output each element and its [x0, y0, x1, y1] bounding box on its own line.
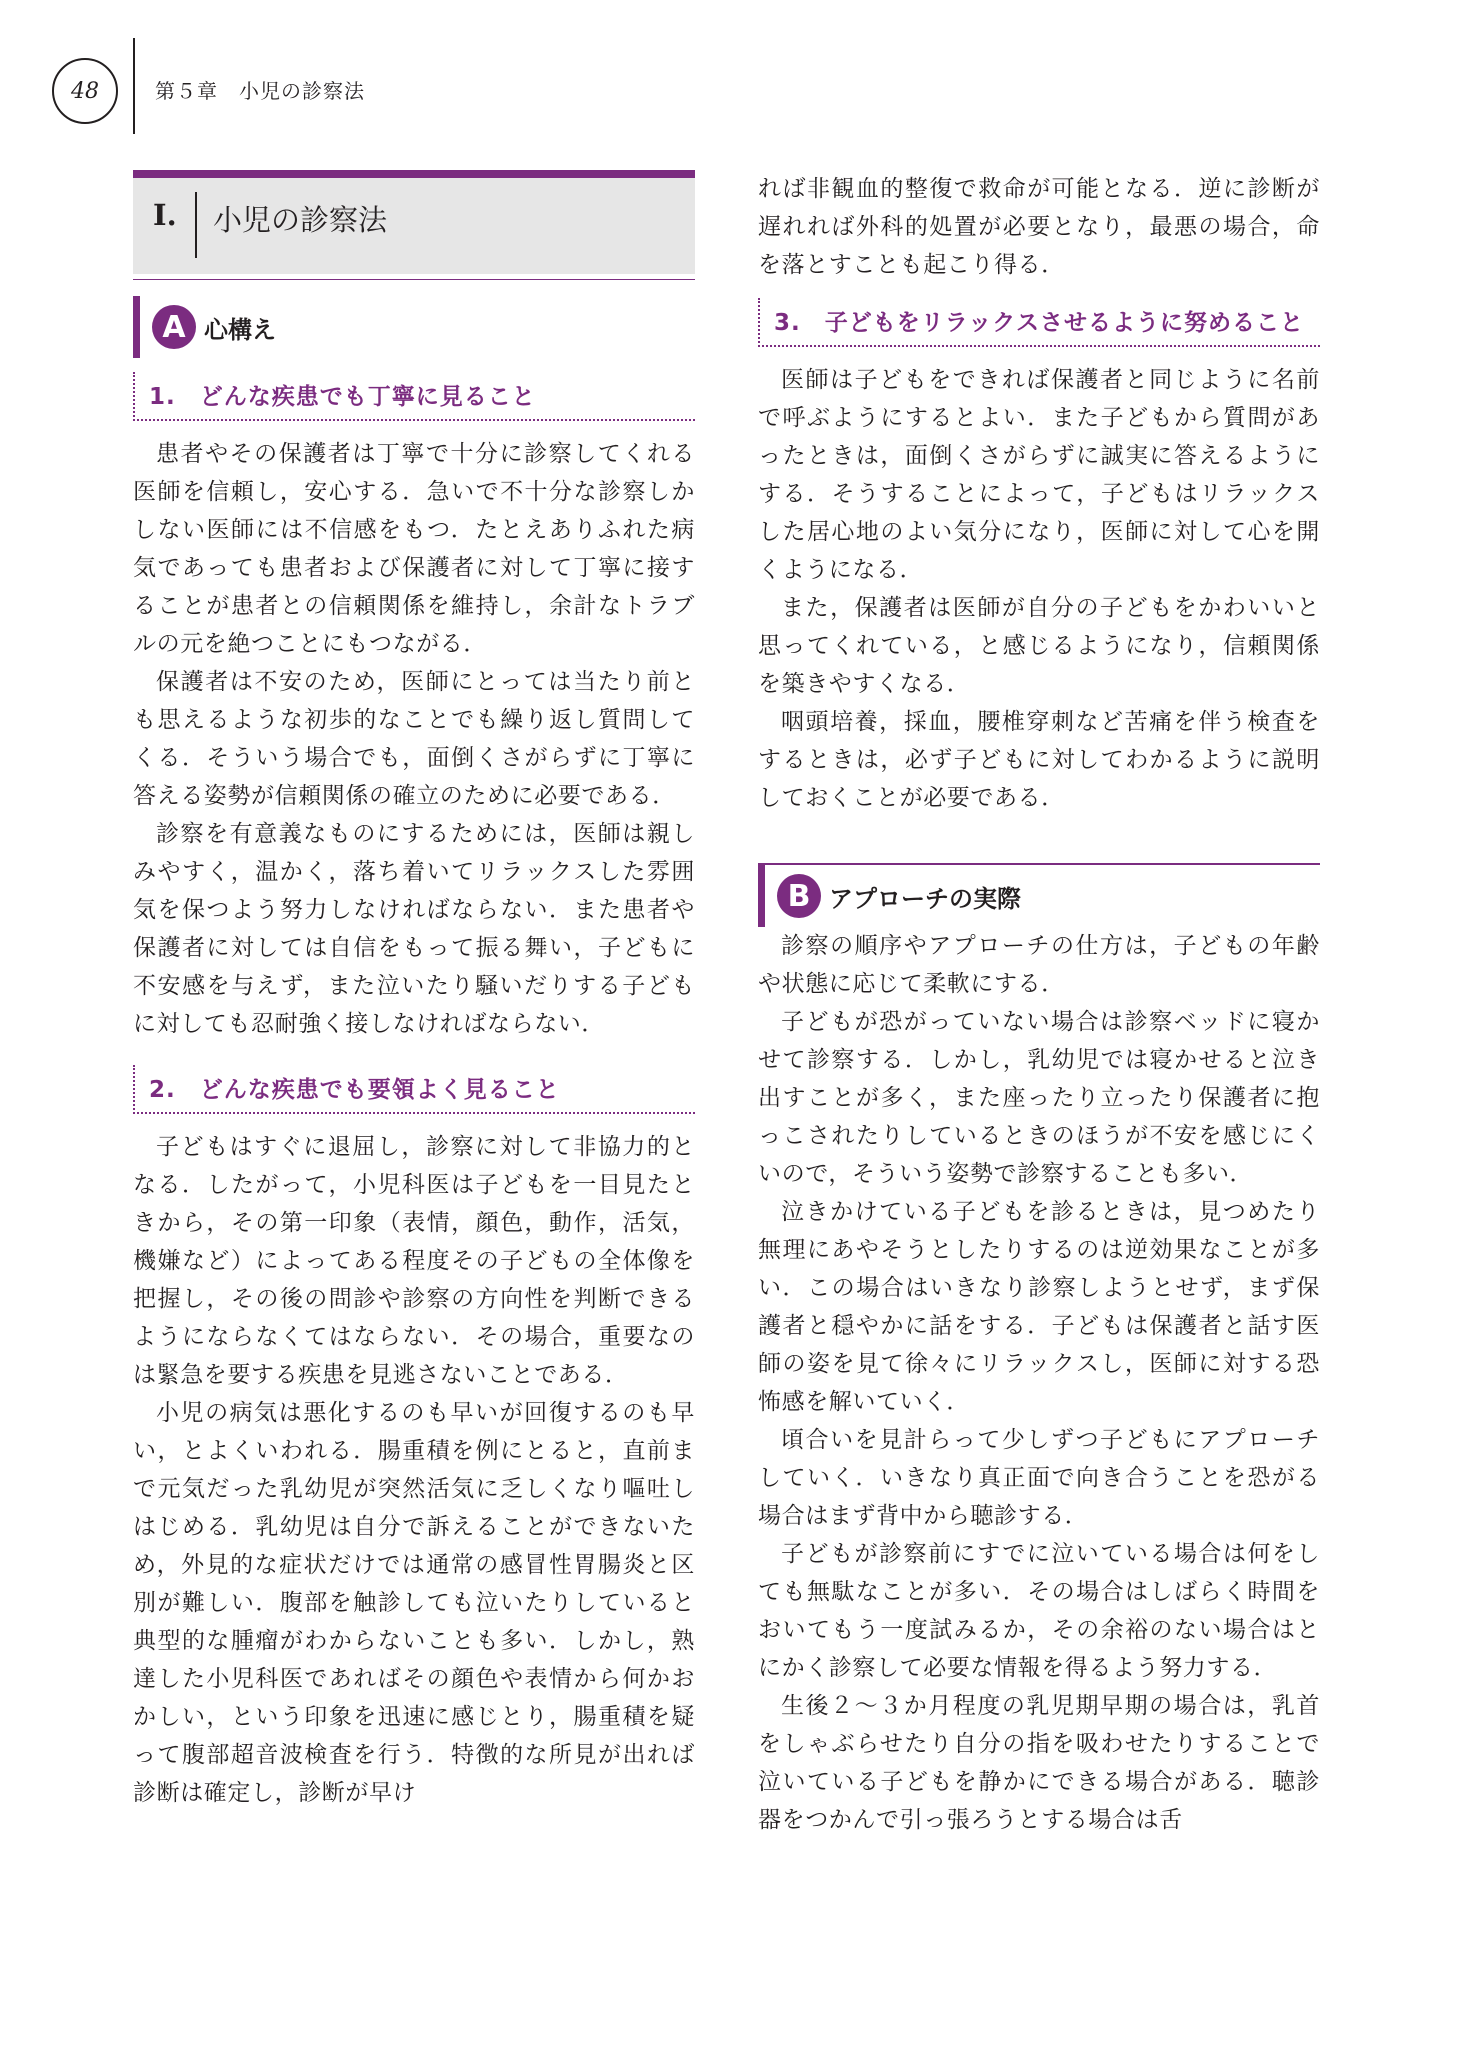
- section-b-title: アプローチの実際: [829, 884, 1021, 913]
- paragraph: 保護者は不安のため，医師にとっては当たり前とも思えるような初歩的なことでも繰り返し質問してくる．そういう場合でも，面倒くさがらずに丁寧に答える姿勢が信頼関係の確立のために必要である．: [133, 669, 695, 809]
- paragraph: 診察の順序やアプローチの仕方は，子どもの年齢や状態に応じて柔軟にする．: [758, 933, 1320, 997]
- chapter-title: 小児の診察法: [213, 203, 388, 237]
- chapter-number: I.: [153, 198, 177, 232]
- paragraph: 子どもが診察前にすでに泣いている場合は何をしても無駄なことが多い．その場合はしばらく時間をおいてもう一度試みるか，その余裕のない場合はとにかく診察して必要な情報を得るよう努力する．: [758, 1541, 1320, 1681]
- header-divider: [133, 38, 135, 134]
- subsection-2-heading: 2. どんな疾患でも要領よく見ること: [133, 1065, 695, 1114]
- section-a-heading: [133, 296, 695, 358]
- paragraph: 生後２〜３か月程度の乳児期早期の場合は，乳首をしゃぶらせたり自分の指を吸わせたりすることで泣いている子どもを静かにできる場合がある．聴診器をつかんで引っ張ろうとする場合は舌: [758, 1693, 1320, 1833]
- paragraph: 小児の病気は悪化するのも早いが回復するのも早い，とよくいわれる．腸重積を例にとると，直前まで元気だった乳幼児が突然活気に乏しくなり嘔吐しはじめる．乳幼児は自分で訴えることができないため，外見的な症状だけでは通常の感冒性胃腸炎と区別が難しい．腹部を触診しても泣いたりしていると典型的な腫瘤がわからないことも多い．しかし，熟達した小児科医であればその顔色や表情から何かおかしい，という印象を迅速に感じとり，腸重積を疑って腹部超音波検査を行う．特徴的な所見が出れば診断は確定し，診断が早け: [133, 1400, 695, 1806]
- chapter-divider: [195, 192, 197, 258]
- paragraph: 診察を有意義なものにするためには，医師は親しみやすく，温かく，落ち着いてリラックスした雰囲気を保つよう努力しなければならない．また患者や保護者に対しては自信をもって振る舞い，子どもに不安感を与えず，また泣いたり騒いだりする子どもに対しても忍耐強く接しなければならない．: [133, 821, 695, 1037]
- section-b-badge: B: [777, 874, 821, 918]
- paragraph: また，保護者は医師が自分の子どもをかわいいと思ってくれている，と感じるようになり，信頼関係を築きやすくなる．: [758, 595, 1320, 697]
- continued-paragraph: れば非観血的整復で救命が可能となる．逆に診断が遅れれば外科的処置が必要となり，最悪の場合，命を落とすことも起こり得る．: [758, 176, 1320, 278]
- paragraph: 子どもはすぐに退屈し，診察に対して非協力的となる．したがって，小児科医は子どもを一目見たときから，その第一印象（表情，顔色，動作，活気，機嫌など）によってある程度その子どもの全体像を把握し，その後の問診や診察の方向性を判断できるようにならなくてはならない．その場合，重要なのは緊急を要する疾患を見逃さないことである．: [133, 1134, 695, 1388]
- paragraph: 医師は子どもをできれば保護者と同じように名前で呼ぶようにするとよい．また子どもから質問があったときは，面倒くさがらずに誠実に答えるようにする．そうすることによって，子どもはリラックスした居心地のよい気分になり，医師に対して心を開くようになる．: [758, 367, 1320, 583]
- section-b-heading: [758, 863, 1320, 927]
- subsection-3-heading: 3. 子どもをリラックスさせるように努めること: [758, 298, 1320, 347]
- section-a-badge: A: [152, 305, 196, 349]
- running-head: 第５章 小児の診察法: [155, 79, 365, 103]
- left-column: [133, 170, 695, 1812]
- subsection-1-heading: 1. どんな疾患でも丁寧に見ること: [133, 372, 695, 421]
- paragraph: 子どもが恐がっていない場合は診察ベッドに寝かせて診察する．しかし，乳幼児では寝かせると泣き出すことが多く，また座ったり立ったり保護者に抱っこされたりしているときのほうが不安を感じにくいので，そういう姿勢で診察することも多い．: [758, 1009, 1320, 1187]
- paragraph: 泣きかけている子どもを診るときは，見つめたり無理にあやそうとしたりするのは逆効果なことが多い．この場合はいきなり診察しようとせず，まず保護者と穏やかに話をする．子どもは保護者と話す医師の姿を見て徐々にリラックスし，医師に対する恐怖感を解いていく．: [758, 1199, 1320, 1415]
- paragraph: 頃合いを見計らって少しずつ子どもにアプローチしていく．いきなり真正面で向き合うことを恐がる場合はまず背中から聴診する．: [758, 1427, 1320, 1529]
- paragraph: 咽頭培養，採血，腰椎穿刺など苦痛を伴う検査をするときは，必ず子どもに対してわかるように説明しておくことが必要である．: [758, 709, 1320, 811]
- right-column: [758, 170, 1320, 1839]
- section-a-title: 心構え: [204, 315, 276, 344]
- page-number: 48: [52, 58, 118, 124]
- paragraph: 患者やその保護者は丁寧で十分に診察してくれる医師を信頼し，安心する．急いで不十分な診察しかしない医師には不信感をもつ．たとえありふれた病気であっても患者および保護者に対して丁寧に接することが患者との信頼関係を維持し，余計なトラブルの元を絶つことにもつながる．: [133, 441, 695, 657]
- chapter-heading: [133, 170, 695, 274]
